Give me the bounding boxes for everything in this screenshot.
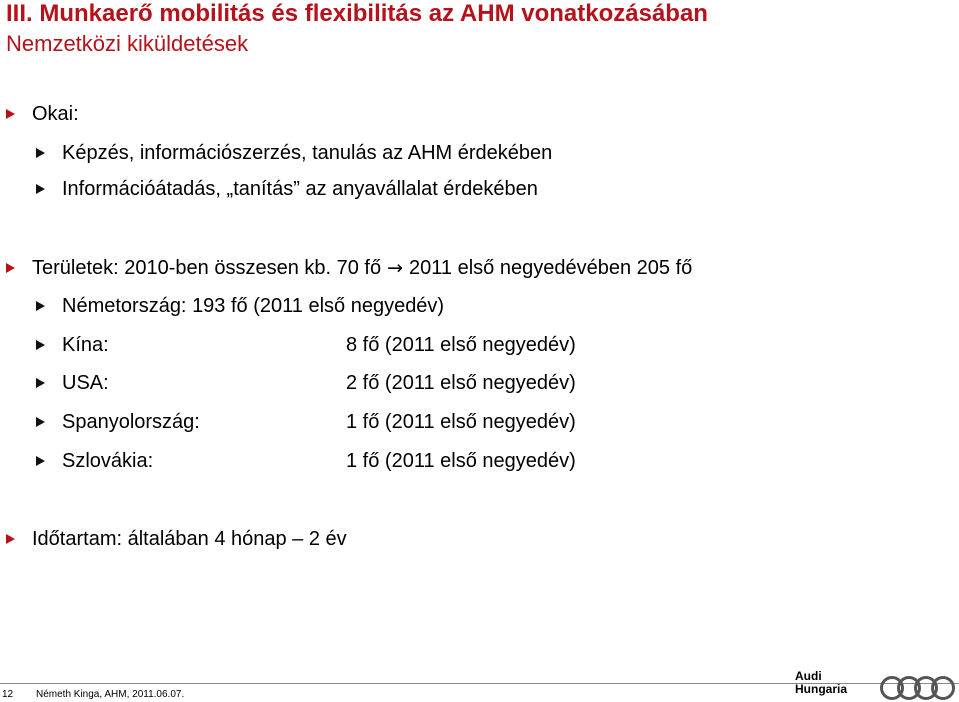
okai-item-text: Képzés, információszerzés, tanulás az AHM érdekében [62,142,553,164]
country-name: Spanyolország: [62,411,200,433]
slide-title: III. Munkaerő mobilitás és flexibilitás az AHM vonatkozásában [6,0,708,27]
teruletek-line [32,256,692,280]
country-name: USA: [62,372,109,394]
country-value: 193 fő (2011 első negyedév) [192,295,445,317]
country-name: Kína: [62,334,109,356]
slide-subtitle: Nemzetközi kiküldetések [6,31,249,56]
country-value: 8 fő (2011 első negyedév) [346,334,576,356]
sub-bullet-arrow-icon [36,148,45,158]
country-name: Szlovákia: [62,450,154,472]
footer-author: Németh Kinga, AHM, 2011.06.07. [36,689,185,700]
logo-line-audi: Audi [795,669,822,683]
country-name: Németország: [62,295,187,317]
logo-line-hungaria: Hungaria [795,682,848,696]
audi-hungaria-logo-text [795,670,847,696]
sub-bullet-arrow-icon [36,340,45,350]
teruletek-label-part1: Területek: 2010-ben összesen kb. 70 fő [32,257,382,279]
right-arrow-icon: → [387,257,404,279]
sub-bullet-arrow-icon [36,456,45,466]
bullet-arrow-icon [6,109,15,119]
sub-bullet-arrow-icon [36,417,45,427]
country-value: 1 fő (2011 első negyedév) [346,450,576,472]
bullet-arrow-icon [6,534,15,544]
country-value: 2 fő (2011 első negyedév) [346,372,576,394]
okai-label: Okai: [32,103,79,125]
okai-item-text: Információátadás, „tanítás” az anyavállalat érdekében [62,178,538,200]
country-line [62,294,444,318]
country-value: 1 fő (2011 első negyedév) [346,411,576,433]
sub-bullet-arrow-icon [36,301,45,311]
bullet-arrow-icon [6,263,15,273]
idotartam-text: Időtartam: általában 4 hónap – 2 év [32,528,347,550]
sub-bullet-arrow-icon [36,378,45,388]
audi-rings-logo-icon [879,674,957,702]
page-number: 12 [2,689,14,700]
sub-bullet-arrow-icon [36,184,45,194]
teruletek-label-part2: 2011 első negyedévében 205 fő [409,257,693,279]
